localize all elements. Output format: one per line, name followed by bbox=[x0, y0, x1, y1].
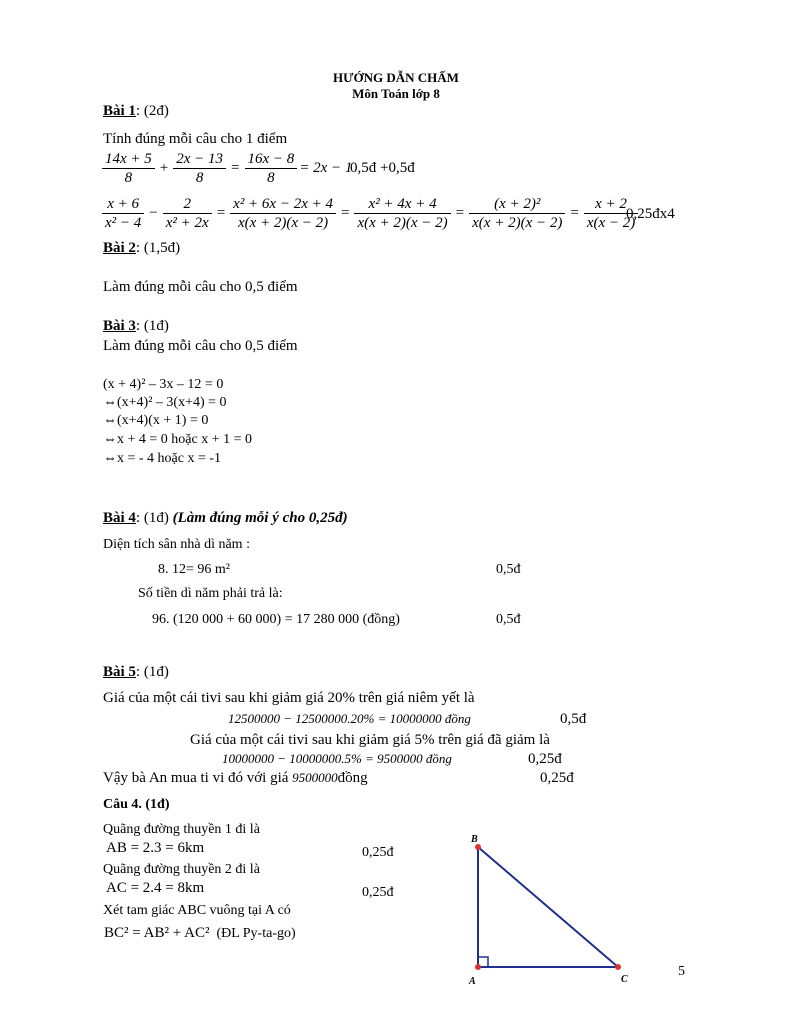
bai4-score-2: 0,5đ bbox=[496, 612, 521, 627]
bai5-calc-1: 12500000 − 12500000.20% = 10000000 đồng bbox=[228, 711, 471, 726]
bai3-line: ⇔(x+4)(x + 1) = 0 bbox=[103, 413, 209, 428]
doc-subtitle: Môn Toán lớp 8 bbox=[352, 86, 440, 101]
vertex-c bbox=[615, 964, 621, 970]
bai4-line-1: Diện tích sân nhà dì năm : bbox=[103, 537, 250, 552]
bai5-line-1: Giá của một cái tivi sau khi giảm giá 20% trên giá niêm yết là bbox=[103, 690, 475, 706]
bai5-score-2: 0,25đ bbox=[528, 751, 562, 767]
cau4-score-2: 0,25đ bbox=[362, 885, 394, 900]
bai5-line-2: Giá của một cái tivi sau khi giảm giá 5% trên giá đã giảm là bbox=[190, 732, 550, 748]
bai5-heading: Bài 5: (1đ) bbox=[103, 664, 169, 680]
label-b: B bbox=[471, 834, 478, 845]
label-c: C bbox=[621, 974, 628, 985]
bai2-text: Làm đúng mỗi câu cho 0,5 điểm bbox=[103, 279, 298, 295]
bai4-score-1: 0,5đ bbox=[496, 562, 521, 577]
cau4-calc-2: AC = 2.4 = 8km bbox=[106, 880, 205, 896]
bai5-line-3: Vậy bà An mua ti vi đó với giá 9500000đồng bbox=[103, 770, 368, 786]
bai3-line: ⇔x + 4 = 0 hoặc x + 1 = 0 bbox=[103, 432, 253, 447]
bai3-line: ⇔x = - 4 hoặc x = -1 bbox=[103, 451, 222, 466]
bai4-line-2: Số tiền dì năm phải trả là: bbox=[138, 586, 283, 601]
bai4-calc-1: 8. 12= 96 m² bbox=[158, 562, 230, 577]
bai2-heading: Bài 2: (1,5đ) bbox=[103, 240, 181, 256]
cau4-heading: Câu 4. (1đ) bbox=[103, 797, 170, 812]
side-bc bbox=[478, 847, 618, 967]
cau4-score-1: 0,25đ bbox=[362, 845, 394, 860]
label-a: A bbox=[469, 976, 476, 987]
bai5-score-3: 0,25đ bbox=[540, 770, 574, 786]
bai1-score-2: 0,25đx4 bbox=[626, 206, 675, 222]
bai4-calc-2: 96. (120 000 + 60 000) = 17 280 000 (đồng) bbox=[152, 612, 400, 627]
bai3-line: (x + 4)² – 3x – 12 = 0 bbox=[103, 377, 224, 392]
cau4-line-1: Quãng đường thuyền 1 đi là bbox=[103, 822, 260, 837]
cau4-line-3: Xét tam giác ABC vuông tại A có bbox=[103, 903, 291, 918]
page-number: 5 bbox=[678, 964, 685, 979]
bai5-score-1: 0,5đ bbox=[560, 711, 587, 727]
cau4-calc-1: AB = 2.3 = 6km bbox=[106, 840, 205, 856]
bai3-heading: Bài 3: (1đ) bbox=[103, 318, 169, 334]
bai3-line: ⇔(x+4)² – 3(x+4) = 0 bbox=[103, 395, 227, 410]
bai1-score-1: 0,5đ +0,5đ bbox=[350, 160, 415, 176]
bai5-calc-2: 10000000 − 10000000.5% = 9500000 đồng bbox=[222, 751, 452, 766]
doc-title: HƯỚNG DẪN CHẤM bbox=[333, 70, 459, 85]
vertex-a bbox=[475, 964, 481, 970]
bai1-equation-2: $\frac{x + 6}{\text{x² − 4}}$ − $\frac{2}{\text{x² + 2x}}$ = $\frac{\text{x² + 6x − 2x + 4}}{x(x + 2)(x - 2)}$ = $\frac{\text{x² + 4x + 4}}{x(x + 2)(x - 2)}$ = $\frac{\text{(x + 2)²}}{x(x + 2)(x - 2)}$ = $\frac{x + 2}{x(x - 2)}$ bbox=[100, 195, 640, 232]
bai1-heading: Bài 1: (2đ) bbox=[103, 103, 169, 119]
bai1-intro: Tính đúng mỗi câu cho 1 điểm bbox=[103, 131, 288, 147]
cau4-calc-3: BC² = AB² + AC² (ĐL Py-ta-go) bbox=[104, 925, 296, 941]
cau4-line-2: Quãng đường thuyền 2 đi là bbox=[103, 862, 260, 877]
bai4-heading: Bài 4: (1đ) (Làm đúng mỗi ý cho 0,25đ) bbox=[103, 510, 348, 526]
bai3-text: Làm đúng mỗi câu cho 0,5 điểm bbox=[103, 338, 298, 354]
triangle-figure bbox=[465, 830, 630, 990]
bai1-equation-1: $\frac{14x + 5}{8}$ + $\frac{2x - 13}{8}$ = $\frac{16x - 8}{8}$ = 2x − 1 bbox=[100, 150, 352, 187]
